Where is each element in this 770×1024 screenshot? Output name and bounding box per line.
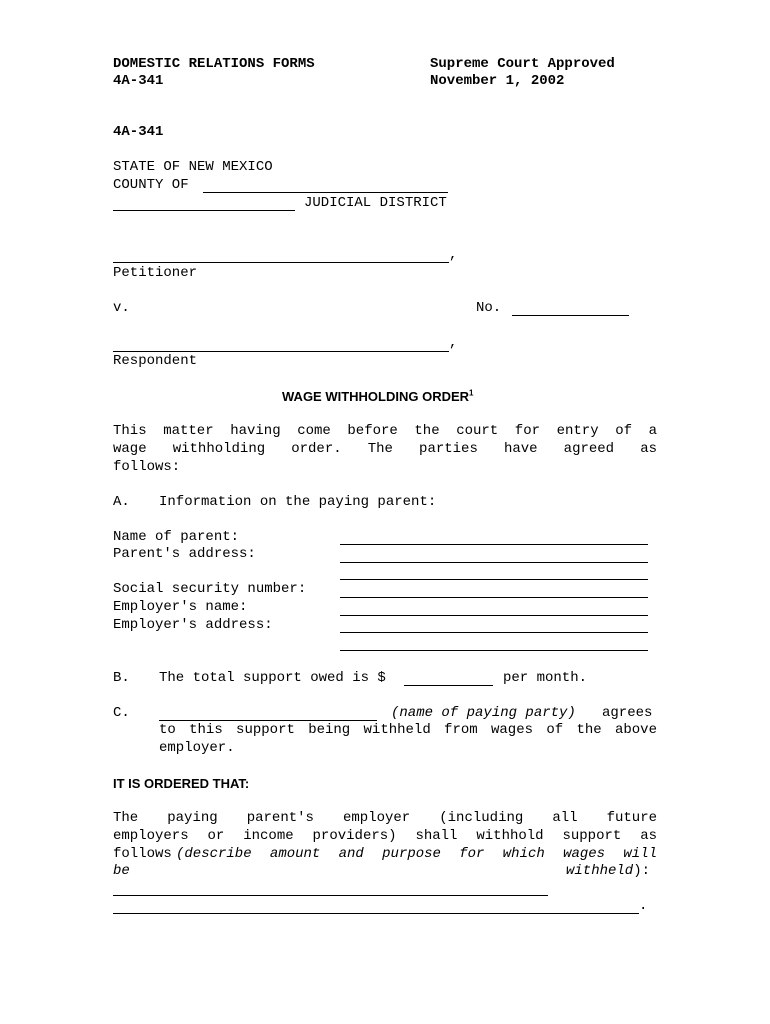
parent-name-blank[interactable] (340, 544, 648, 545)
county-blank[interactable] (203, 192, 448, 193)
order-heading: IT IS ORDERED THAT: (113, 776, 250, 791)
title-text: WAGE WITHHOLDING ORDER (282, 389, 470, 404)
state-label: STATE OF NEW MEXICO (113, 159, 273, 175)
per-month-text: per month. (503, 670, 588, 686)
order-line-3-plain: follows (113, 846, 172, 862)
withheld-text: withheld (566, 863, 634, 879)
respondent-comma: , (449, 335, 458, 351)
section-c-marker: C. (113, 705, 130, 721)
employer-address-blank-2[interactable] (340, 650, 648, 651)
section-b-marker: B. (113, 670, 130, 686)
district-label: JUDICIAL DISTRICT (304, 195, 447, 211)
employer-address-label: Employer's address: (113, 617, 273, 633)
order-line-3-italic: (describe amount and purpose for which wages will (176, 846, 657, 862)
order-line-1: The paying parent's employer (including all future (113, 810, 657, 826)
colon-text: ): (633, 863, 651, 879)
petitioner-blank[interactable] (113, 262, 449, 263)
header-form-code: 4A-341 (113, 73, 164, 89)
withholding-description-blank-1[interactable] (113, 895, 548, 896)
withholding-description-blank-2[interactable] (113, 913, 639, 914)
support-amount-blank[interactable] (404, 685, 493, 686)
order-line-4-be: be (113, 863, 130, 879)
petitioner-label: Petitioner (113, 265, 198, 281)
respondent-blank[interactable] (113, 351, 449, 352)
district-blank[interactable] (113, 210, 295, 211)
header-approval: Supreme Court Approved (430, 56, 615, 72)
parent-address-blank-2[interactable] (340, 579, 648, 580)
employer-name-label: Employer's name: (113, 599, 248, 615)
final-period: . (639, 898, 648, 914)
document-title (282, 388, 474, 406)
county-label: COUNTY OF (113, 177, 189, 193)
title-footnote: 1 (469, 388, 474, 398)
intro-line-1: This matter having come before the court for entry of a (113, 423, 657, 439)
section-a-heading: Information on the paying parent: (159, 494, 437, 510)
paying-party-hint: (name of paying party) (391, 705, 576, 721)
ssn-blank[interactable] (340, 597, 648, 598)
employer-name-blank[interactable] (340, 615, 648, 616)
case-number-label: No. (476, 300, 502, 316)
intro-line-2: wage withholding order. The parties have agreed as (113, 441, 657, 457)
parent-name-label: Name of parent: (113, 529, 240, 545)
agrees-text: agrees (602, 705, 653, 721)
case-number-blank[interactable] (512, 315, 629, 316)
header-form-series: DOMESTIC RELATIONS FORMS (113, 56, 315, 72)
petitioner-comma: , (449, 247, 458, 263)
parent-address-blank-1[interactable] (340, 562, 648, 563)
support-owed-text: The total support owed is $ (159, 670, 386, 686)
header-date: November 1, 2002 (430, 73, 565, 89)
section-a-marker: A. (113, 494, 130, 510)
intro-line-3: follows: (113, 459, 181, 475)
versus-label: v. (113, 300, 130, 316)
section-c-line-2: to this support being withheld from wages of the above (159, 722, 657, 738)
order-line-4-end (566, 863, 650, 881)
employer-address-blank-1[interactable] (340, 632, 648, 633)
respondent-label: Respondent (113, 353, 198, 369)
order-line-2: employers or income providers) shall withhold support as (113, 828, 657, 844)
parent-address-label: Parent's address: (113, 546, 256, 562)
section-c-line-3: employer. (159, 740, 235, 756)
paying-party-blank[interactable] (159, 720, 377, 721)
ssn-label: Social security number: (113, 581, 307, 597)
form-number: 4A-341 (113, 124, 164, 140)
